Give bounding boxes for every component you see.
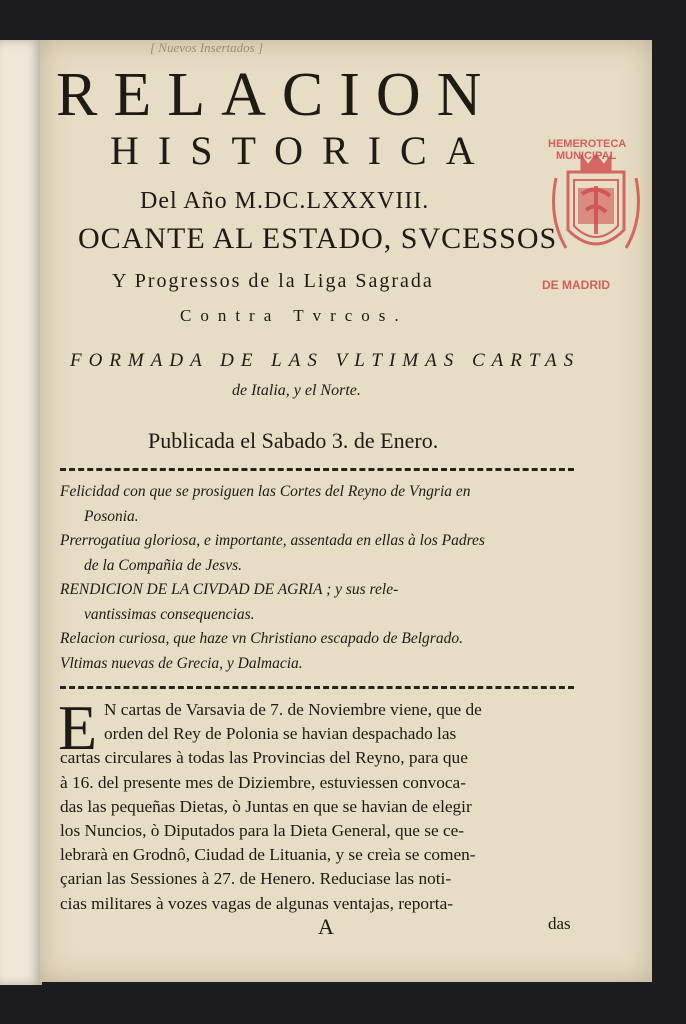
- summary-line: de la Compañia de Jesvs.: [84, 556, 242, 574]
- body-line: orden del Rey de Polonia se havian despachado las: [104, 724, 457, 744]
- summary-line: Felicidad con que se prosiguen las Cortes del Reyno de Vngria en: [60, 483, 471, 500]
- subtitle-line-2: de Italia, y el Norte.: [232, 382, 361, 399]
- body-line: cartas circulares à todas las Provincias del Reyno, para que: [60, 748, 468, 768]
- title-line-4: OCANTE AL ESTADO, SVCESSOS: [78, 222, 558, 255]
- body-text: [58, 692, 580, 916]
- stamp-text-2: MUNICIPAL: [556, 150, 617, 162]
- summary-line: RENDICION DE LA CIVDAD DE AGRIA ; y sus rele-: [60, 581, 399, 598]
- stamp-text-1: HEMEROTECA: [548, 138, 627, 150]
- body-line: à 16. del presente mes de Diziembre, estuviessen convoca-: [60, 772, 466, 792]
- crest-icon: [542, 138, 650, 300]
- body-line: N cartas de Varsavia de 7. de Noviembre viene, que de: [104, 700, 482, 719]
- title-line-2: HISTORICA: [110, 128, 494, 173]
- title-line-3: Del Año M.DC.LXXXVIII.: [140, 188, 430, 214]
- stamp-text-3: DE MADRID: [542, 278, 610, 292]
- summary-line: Posonia.: [84, 507, 139, 525]
- summary-list: [60, 480, 585, 676]
- summary-line: Vltimas nuevas de Grecia, y Dalmacia.: [60, 654, 303, 672]
- body-line: los Nuncios, ò Diputados para la Dieta General, que se ce-: [60, 821, 465, 841]
- body-line: das las pequeñas Dietas, ò Juntas en que se havian de elegir: [60, 796, 472, 816]
- body-line: lebrarà en Grodnô, Ciudad de Lituania, y se creìa se comen-: [60, 845, 476, 865]
- summary-line: Prerrogatiua gloriosa, e importante, assentada en ellas à los Padres: [60, 532, 485, 549]
- publication-date: Publicada el Sabado 3. de Enero.: [148, 428, 439, 453]
- title-line-6: Contra Tvrcos.: [180, 306, 408, 325]
- subtitle-line-1: FORMADA DE LAS VLTIMAS CARTAS: [70, 350, 581, 371]
- drop-cap: E: [58, 692, 98, 763]
- body-line: cias militares à vozes vagas de algunas ventajas, reporta-: [60, 893, 453, 913]
- library-stamp: [542, 138, 650, 300]
- title-line-5: Y Progressos de la Liga Sagrada: [112, 270, 434, 292]
- body-line: çarian las Sessiones à 27. de Henero. Reduciase las noti-: [60, 869, 452, 889]
- summary-line: vantissimas consequencias.: [84, 605, 255, 623]
- divider-rule-top: [60, 468, 574, 471]
- catchword: das: [548, 914, 571, 933]
- signature-mark: A: [318, 914, 334, 939]
- margin-note: [ Nuevos Insertados ]: [150, 40, 264, 55]
- facing-page-edge: [0, 40, 42, 985]
- title-line-1: RELACION: [56, 61, 498, 129]
- summary-line: Relacion curiosa, que haze vn Christiano escapado de Belgrado.: [60, 630, 463, 647]
- divider-rule-bottom: [60, 686, 574, 689]
